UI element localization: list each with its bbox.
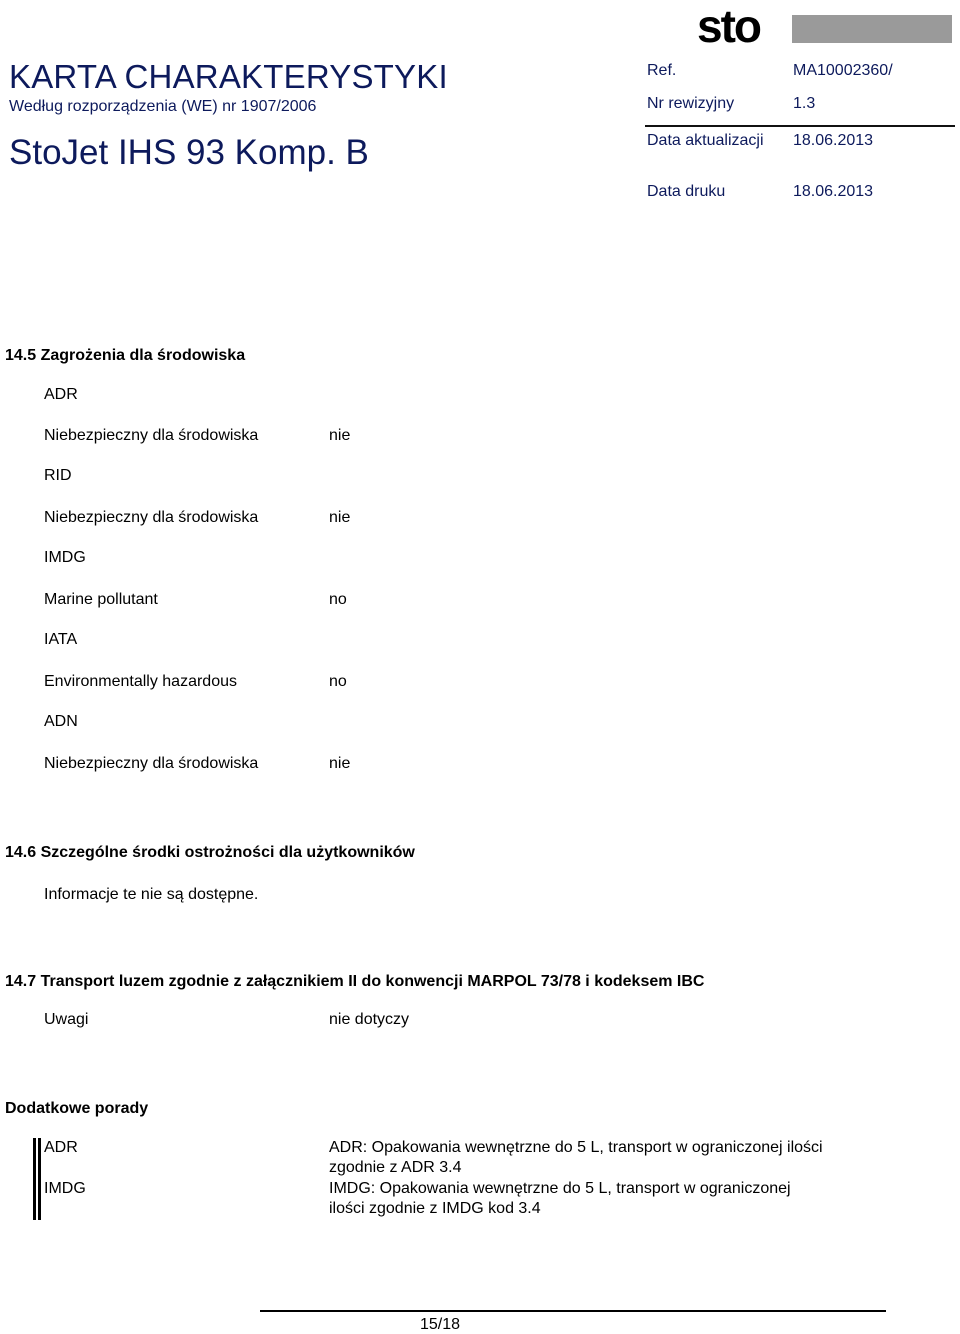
group-rid-label: Niebezpieczny dla środowiska	[44, 509, 259, 526]
document-title: KARTA CHARAKTERYSTYKI	[9, 58, 448, 95]
additional-row-adr-line2: zgodnie z ADR 3.4	[329, 1159, 462, 1176]
group-imdg-name: IMDG	[44, 549, 86, 566]
group-adn-label: Niebezpieczny dla środowiska	[44, 755, 259, 772]
additional-row-adr-label: ADR	[44, 1139, 78, 1156]
meta-update-value: 18.06.2013	[793, 132, 874, 149]
additional-bar-right	[38, 1138, 41, 1220]
group-adr-name: ADR	[44, 386, 78, 403]
group-imdg-label: Marine pollutant	[44, 591, 158, 608]
group-iata-name: IATA	[44, 631, 78, 648]
group-adn-name: ADN	[44, 713, 78, 730]
group-iata-label: Environmentally hazardous	[44, 673, 237, 690]
section-14-6-text: Informacje te nie są dostępne.	[44, 886, 259, 903]
meta-ref-value: MA10002360/	[793, 62, 893, 79]
product-name: StoJet IHS 93 Komp. B	[9, 133, 369, 172]
additional-row-imdg-label: IMDG	[44, 1180, 86, 1197]
regulation-subtitle: Według rozporządzenia (WE) nr 1907/2006	[9, 98, 317, 115]
section-14-6-heading: 14.6 Szczególne środki ostrożności dla użytkowników	[5, 844, 415, 861]
header-divider	[645, 125, 955, 127]
meta-print-value: 18.06.2013	[793, 183, 874, 200]
meta-print-label: Data druku	[647, 183, 726, 200]
section-14-7-value: nie dotyczy	[329, 1011, 410, 1028]
meta-revision-label: Nr rewizyjny	[647, 95, 735, 112]
additional-bar-left	[33, 1138, 36, 1220]
page-number: 15/18	[420, 1316, 461, 1333]
group-rid-value: nie	[329, 509, 351, 526]
group-imdg-value: no	[329, 591, 347, 608]
group-rid-name: RID	[44, 467, 72, 484]
sto-logo	[695, 2, 785, 48]
section-14-5-heading: 14.5 Zagrożenia dla środowiska	[5, 347, 246, 364]
section-14-7-label: Uwagi	[44, 1011, 89, 1028]
meta-revision-value: 1.3	[793, 95, 816, 112]
meta-ref-label: Ref.	[647, 62, 677, 79]
group-adr-value: nie	[329, 427, 351, 444]
footer-divider	[260, 1310, 886, 1312]
additional-heading: Dodatkowe porady	[5, 1100, 149, 1117]
group-adr-label: Niebezpieczny dla środowiska	[44, 427, 259, 444]
additional-row-adr-line1: ADR: Opakowania wewnętrzne do 5 L, transport w ograniczonej ilości	[329, 1139, 823, 1156]
meta-update-label: Data aktualizacji	[647, 132, 764, 149]
logo-text: sto	[697, 2, 760, 48]
additional-row-imdg-line2: ilości zgodnie z IMDG kod 3.4	[329, 1200, 541, 1217]
section-14-7-heading: 14.7 Transport luzem zgodnie z załącznikiem II do konwencji MARPOL 73/78 i kodeksem IBC	[5, 973, 705, 990]
group-iata-value: no	[329, 673, 347, 690]
logo-gray-box	[792, 15, 952, 43]
group-adn-value: nie	[329, 755, 351, 772]
additional-row-imdg-line1: IMDG: Opakowania wewnętrzne do 5 L, transport w ograniczonej	[329, 1180, 791, 1197]
